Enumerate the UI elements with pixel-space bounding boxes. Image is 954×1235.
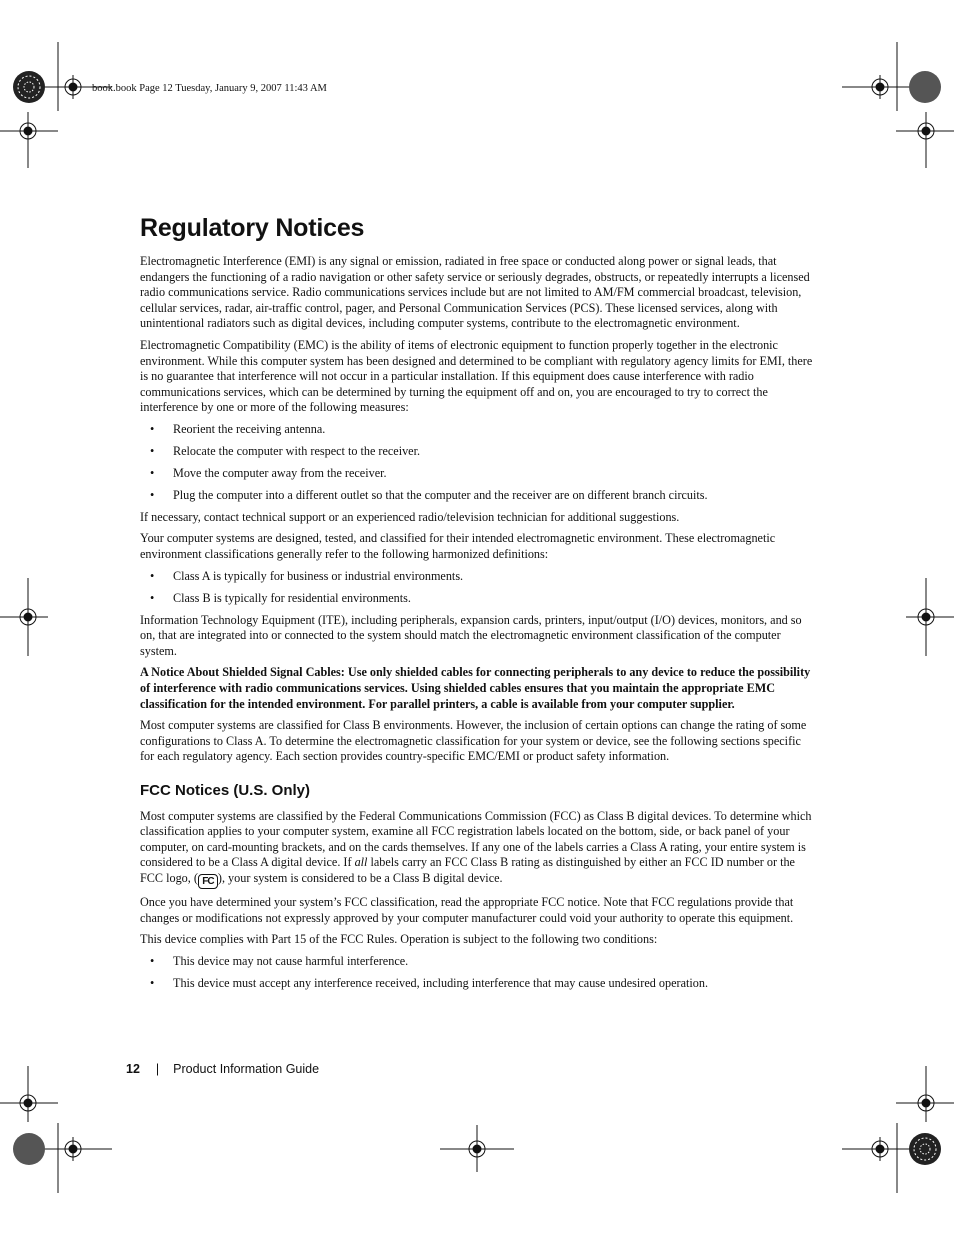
bullet: • [150,568,155,583]
support-paragraph: If necessary, contact technical support or an experienced radio/television technician for additional suggestions. [140,509,680,524]
fcc-logo-icon: FC [198,874,218,889]
fcc-notice-paragraph: Once you have determined your system’s FCC classification, read the appropriate FCC notice. Note that FCC regulations provide that changes or modifications not expressly approved by your computer manufacturer could void your authority to operate this equipment. [140,894,794,925]
classification-paragraph: Your computer systems are designed, tested, and classified for their intended electromagnetic environment. These electromagnetic environment classifications generally refer to the following harmonized definitions: [140,531,776,562]
page-footer [126,1062,319,1076]
measures-list [140,422,814,504]
print-slug: book.book Page 12 Tuesday, January 9, 2007 11:43 AM [92,83,327,94]
list-item: • Reorient the receiving antenna. [150,421,326,436]
list-item: • This device may not cause harmful interference. [150,953,409,968]
guide-title: Product Information Guide [173,1062,320,1076]
fcc-part15-paragraph: This device complies with Part 15 of the FCC Rules. Operation is subject to the following two conditions: [140,932,658,947]
list-item: • Class B is typically for residential environments. [150,590,411,605]
bullet: • [150,421,155,436]
bullet: • [150,975,155,990]
list-item: • Plug the computer into a different outlet so that the computer and the receiver are on different branch circuits. [150,487,708,502]
classes-list [140,569,814,607]
ite-paragraph: Information Technology Equipment (ITE), including peripherals, expansion cards, printers, input/output (I/O) devices, monitors, and so on, that are integrated into or connected to the system should match the electromagnetic environment classification of the computer system. [140,612,802,658]
list-item: • Move the computer away from the receiver. [150,465,387,480]
shielded-cables-notice: A Notice About Shielded Signal Cables: Use only shielded cables for connecting peripherals to any device to reduce the possibility of interference with radio communications services. Using shielded cables ensures that you maintain the appropriate EMC classification for the intended environment. For parallel printers, a cable is available from your computer supplier. [140,665,811,711]
page-title: Regulatory Notices [140,214,365,242]
footer-separator: | [155,1062,160,1076]
bullet: • [150,590,155,605]
conditions-list [140,954,814,992]
bullet: • [150,953,155,968]
list-item: • Class A is typically for business or industrial environments. [150,568,464,583]
emc-paragraph: Electromagnetic Compatibility (EMC) is the ability of items of electronic equipment to function properly together in the electronic environment. While this computer system has been designed and determined to be compliant with regulatory agency limits for EMI, there is no guarantee that interference will not occur in a particular installation. If this equipment does cause interference with radio communications services, which can be determined by turning the equipment off and on, you are encouraged to try to correct the interference by one or more of the following measures: [140,337,813,415]
bullet: • [150,443,155,458]
fcc-section-heading: FCC Notices (U.S. Only) [140,781,311,799]
fcc-classification-paragraph: Most computer systems are classified by the Federal Communications Commission (FCC) as Class B digital devices. To determine which classification applies to your computer system, examine all FCC registration labels located on the bottom, side, or back panel of your computer, on card-mounting brackets, and on the cards themselves. If any one of the labels carries a Class A rating, your entire system is considered to be a Class A digital device. If all labels carry an FCC Class B rating as distinguished by either an FCC ID number or the FCC logo, ( FC ), your system is considered to be a Class B digital device. [140,808,812,887]
class-b-paragraph: Most computer systems are classified for Class B environments. However, the inclusion of certain options can change the rating of some configurations to Class A. To determine the electromagnetic classification for your system or device, see the following sections specific for each regulatory agency. Each section provides country-specific EMC/EMI or product safety information. [140,718,807,764]
emi-paragraph: Electromagnetic Interference (EMI) is any signal or emission, radiated in free space or conducted along power or signal leads, that endangers the functioning of a radio navigation or other safety service or seriously degrades, obstructs, or repeatedly interrupts a licensed radio communications service. Radio communications services include but are not limited to AM/FM commercial broadcast, television, cellular services, radar, air-traffic control, pager, and Personal Communication Services (PCS). These licensed services, along with unintentional radiators such as digital devices, including computer systems, contribute to the electromagnetic environment. [140,254,810,331]
bullet: • [150,465,155,480]
page-number: 12 [126,1062,140,1076]
list-item: • This device must accept any interference received, including interference that may cause undesired operation. [150,975,708,990]
document-body [140,254,814,998]
bullet: • [150,487,155,502]
list-item: • Relocate the computer with respect to the receiver. [150,443,421,458]
